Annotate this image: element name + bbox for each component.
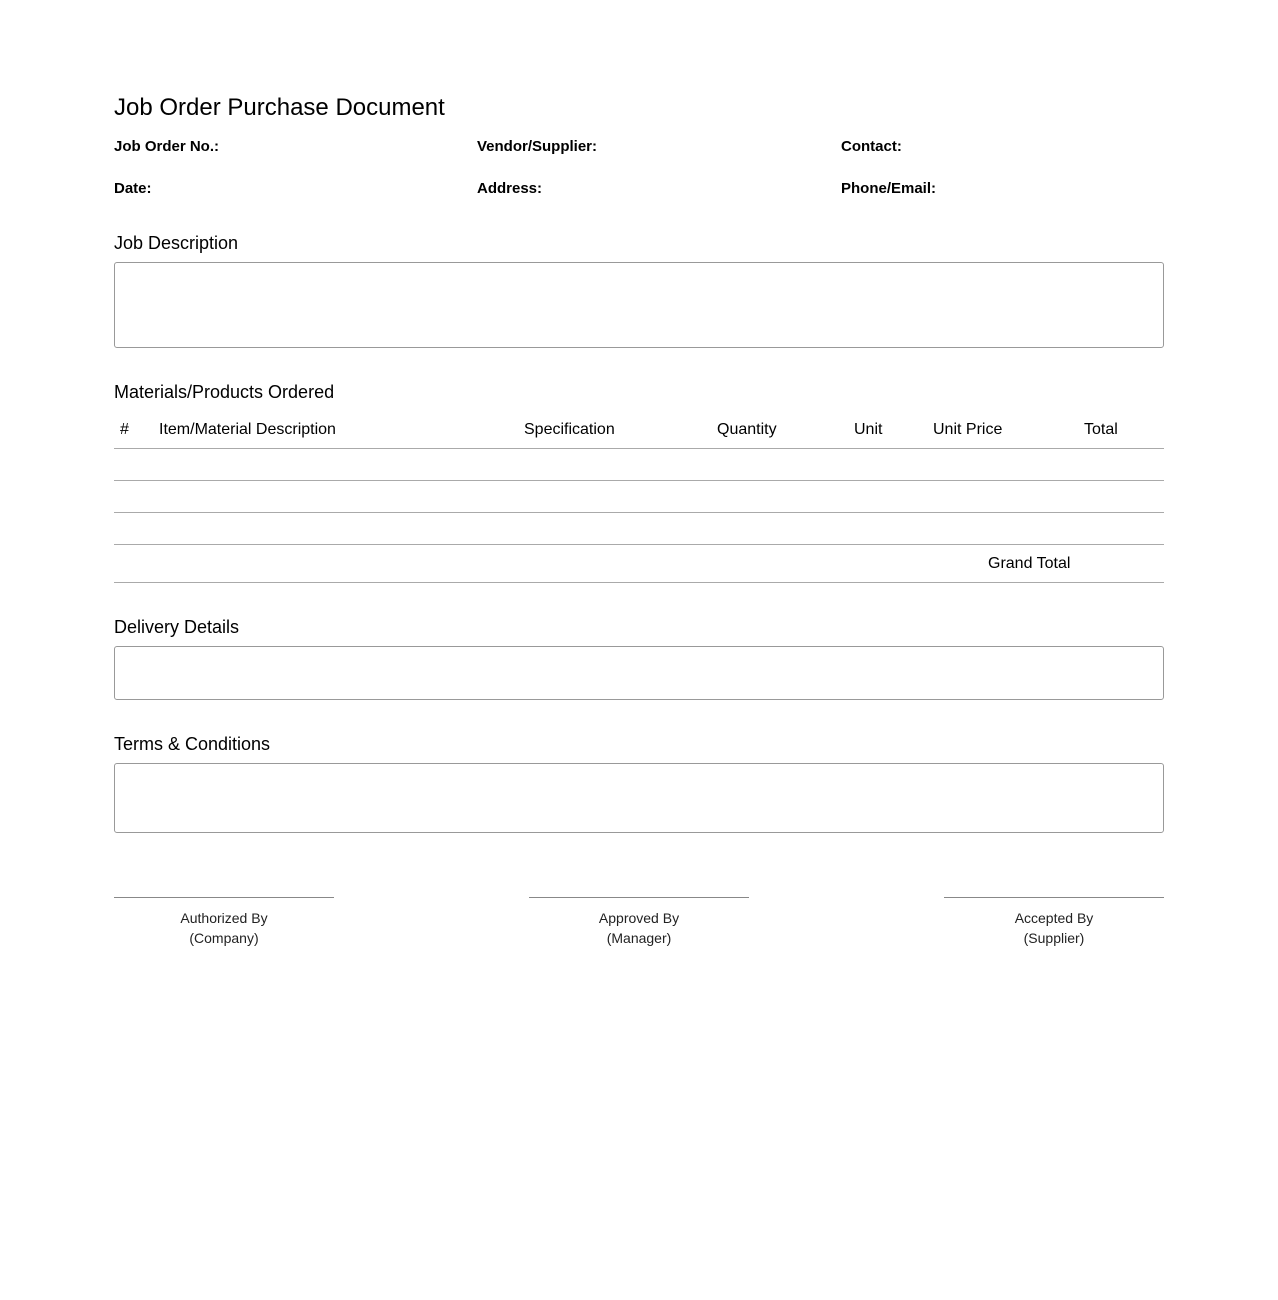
job-order-no-label: Job Order No.: bbox=[114, 138, 220, 155]
signature-party: (Manager) bbox=[606, 930, 672, 946]
col-header-unit-price: Unit Price bbox=[933, 421, 1003, 438]
signature-accepted bbox=[944, 908, 1164, 948]
signature-party: (Company) bbox=[189, 930, 259, 946]
delivery-heading: Delivery Details bbox=[114, 617, 240, 637]
table-row bbox=[114, 480, 1164, 481]
address-label: Address: bbox=[477, 180, 543, 197]
signature-line-authorized bbox=[114, 897, 334, 898]
col-header-total: Total bbox=[1084, 421, 1118, 438]
col-header-number: # bbox=[120, 421, 129, 438]
signature-role: Authorized By bbox=[180, 910, 268, 926]
col-header-specification: Specification bbox=[524, 421, 615, 438]
contact-label: Contact: bbox=[841, 138, 902, 155]
signature-role: Accepted By bbox=[1014, 910, 1094, 926]
grand-total-row bbox=[114, 582, 1164, 583]
phone-email-label: Phone/Email: bbox=[841, 180, 937, 197]
table-row bbox=[114, 544, 1164, 545]
table-row bbox=[114, 512, 1164, 513]
signature-line-approved bbox=[529, 897, 749, 898]
date-label: Date: bbox=[114, 180, 152, 197]
materials-heading: Materials/Products Ordered bbox=[114, 382, 335, 402]
signature-approved bbox=[529, 908, 749, 948]
signature-authorized bbox=[114, 908, 334, 948]
vendor-label: Vendor/Supplier: bbox=[477, 138, 598, 155]
grand-total-label: Grand Total bbox=[988, 555, 1071, 572]
page-title: Job Order Purchase Document bbox=[114, 94, 445, 121]
col-header-unit: Unit bbox=[854, 421, 883, 438]
terms-box[interactable] bbox=[114, 763, 1164, 833]
delivery-details-box[interactable] bbox=[114, 646, 1164, 700]
signature-role: Approved By bbox=[598, 910, 680, 926]
job-description-box[interactable] bbox=[114, 262, 1164, 348]
col-header-quantity: Quantity bbox=[717, 421, 777, 438]
job-description-heading: Job Description bbox=[114, 233, 239, 253]
col-header-description: Item/Material Description bbox=[159, 421, 336, 438]
signature-party: (Supplier) bbox=[1023, 930, 1085, 946]
table-header-divider bbox=[114, 448, 1164, 449]
terms-heading: Terms & Conditions bbox=[114, 734, 271, 754]
signature-line-accepted bbox=[944, 897, 1164, 898]
